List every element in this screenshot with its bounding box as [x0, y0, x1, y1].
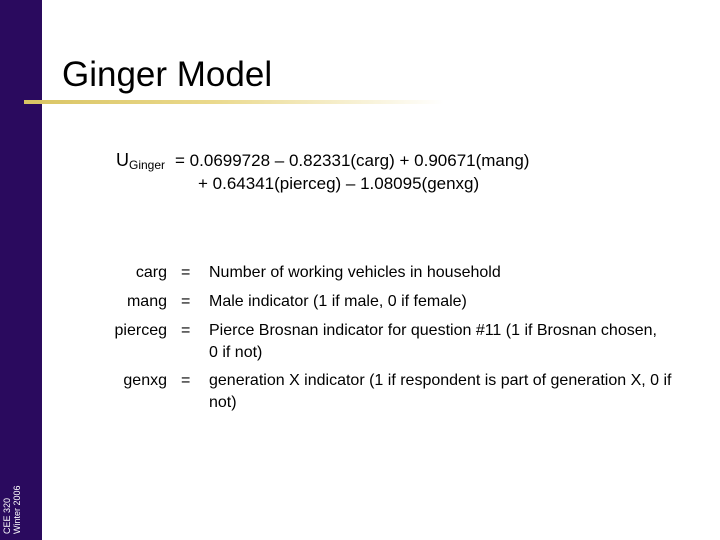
- slide-title: Ginger Model: [62, 55, 273, 94]
- definition-term: genxg: [123, 372, 167, 389]
- definition-row: [0, 370, 720, 414]
- definition-equals: =: [181, 372, 191, 389]
- definition-text: generation X indicator (1 if respondent is part of generation X, 0 if not): [209, 372, 672, 411]
- utility-subscript: Ginger: [129, 158, 166, 172]
- definition-term: mang: [126, 293, 167, 310]
- utility-equation-line1: [116, 148, 529, 174]
- definition-equals: =: [181, 293, 191, 310]
- course-caption-line1: CEE 320: [2, 497, 12, 534]
- course-caption: [2, 485, 22, 534]
- definition-text: Male indicator (1 if male, 0 if female): [209, 293, 467, 310]
- definition-equals: =: [181, 264, 191, 281]
- definition-equals: =: [181, 322, 191, 339]
- title-underline: [24, 100, 444, 104]
- definition-term: carg: [135, 264, 167, 281]
- utility-symbol: U: [116, 150, 129, 170]
- definition-text: Number of working vehicles in household: [209, 264, 501, 281]
- definition-row: [0, 320, 720, 364]
- equation-rhs-line1: = 0.0699728 – 0.82331(carg) + 0.90671(mang): [175, 151, 530, 170]
- definition-text: Pierce Brosnan indicator for question #11 (1 if Brosnan chosen, 0 if not): [209, 322, 657, 361]
- course-caption-line2: Winter 2006: [12, 485, 22, 534]
- definition-term: pierceg: [114, 322, 167, 339]
- equation-rhs-line2: + 0.64341(pierceg) – 1.08095(genxg): [198, 174, 480, 193]
